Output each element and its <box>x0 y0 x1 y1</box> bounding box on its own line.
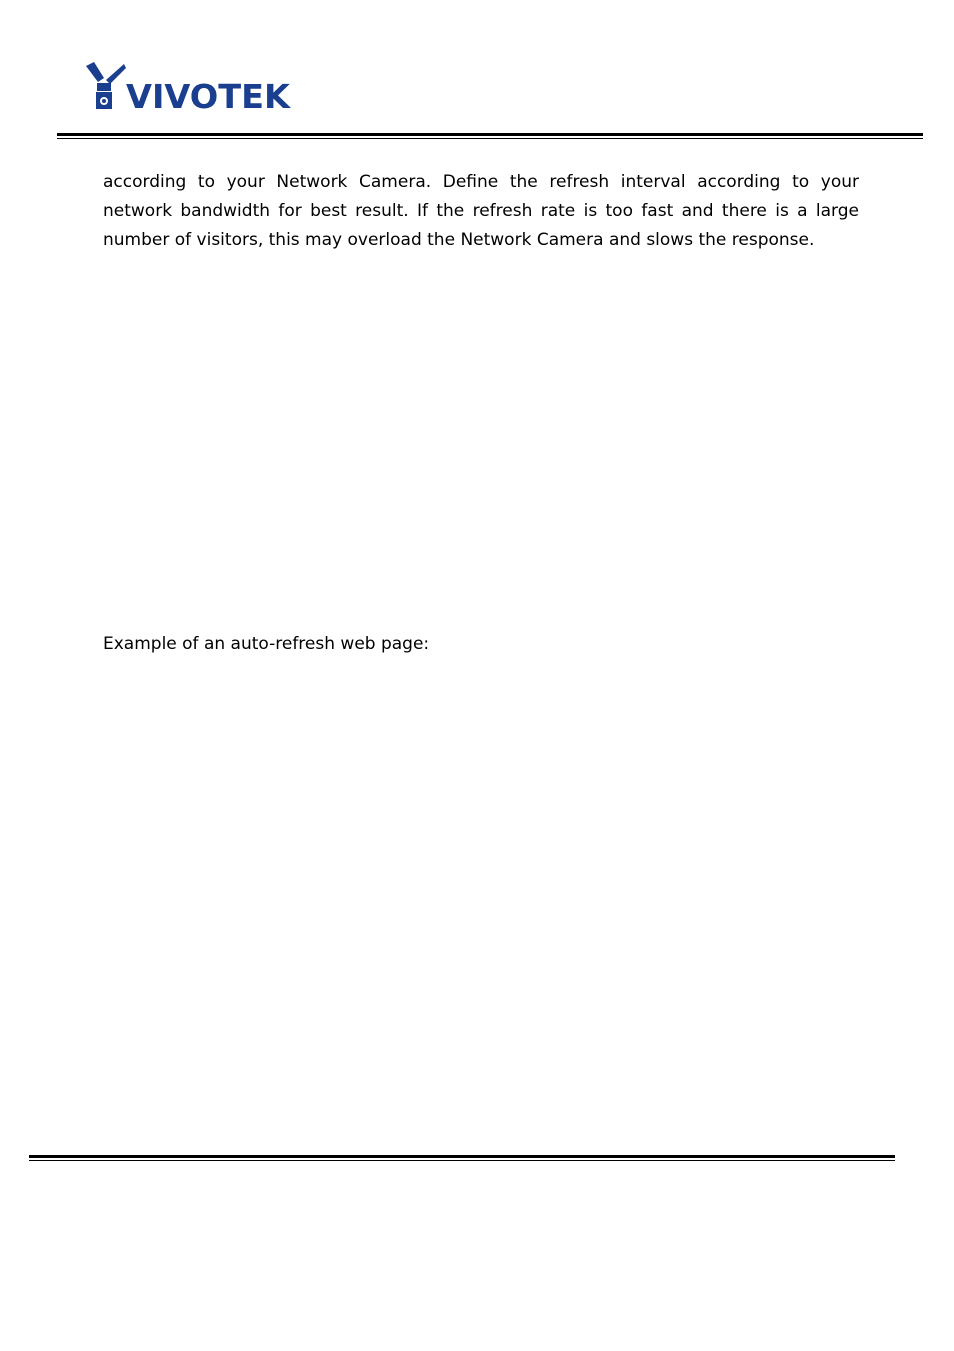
logo-wordmark: VIVOTEK <box>126 77 292 114</box>
vivotek-logo <box>84 60 294 114</box>
footer-divider <box>29 1155 895 1161</box>
example-caption: Example of an auto-refresh web page: <box>103 634 430 654</box>
body-paragraph: according to your Network Camera. Define the refresh interval according to your network bandwidth for best result. If the refresh rate is too fast and there is a large number of visitors, this may overload the Network Camera and slows the response. <box>103 172 859 250</box>
header-divider <box>57 133 923 139</box>
camera-mount-icon <box>97 83 111 91</box>
camera-arm-icon <box>106 64 126 84</box>
camera-head-icon <box>86 62 104 82</box>
vivotek-logo-graphic <box>84 60 294 114</box>
